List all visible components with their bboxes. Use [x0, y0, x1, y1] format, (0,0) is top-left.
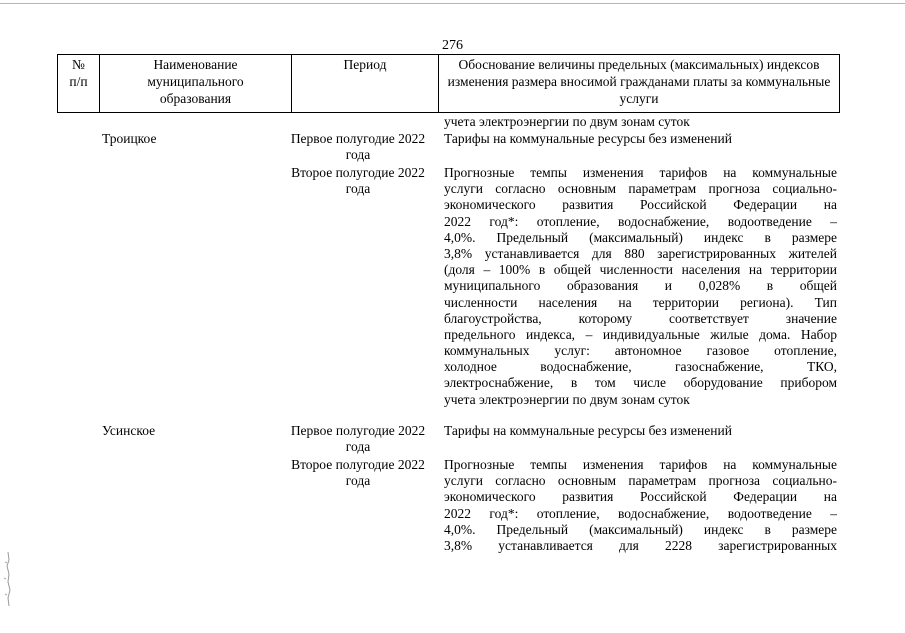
period-second-half: Второе полугодие 2022 года: [291, 457, 425, 489]
text-line: услуги согласно основным параметрам прогноза социально-: [444, 181, 837, 197]
text-line: 2022 год*: отопление, водоснабжение, водоотведение –: [444, 213, 837, 229]
text-line: благоустройства, которому соответствует значение: [444, 310, 837, 326]
municipality-name: Усинское: [102, 423, 156, 438]
text-line: 2022 год*: отопление, водоснабжение, водоотведение –: [444, 505, 837, 521]
period-first-half: Первое полугодие 2022 года: [290, 131, 426, 163]
scan-artifact-mark: [2, 548, 16, 612]
text-line: экономического развития Российской Федерации на: [444, 197, 837, 213]
text-line: коммунальных услуг: автономное газовое отопление,: [444, 343, 837, 359]
period-second-half-justification: [444, 165, 837, 408]
table-header: [57, 54, 840, 113]
header-period: [291, 55, 438, 112]
header-number-text: № п/п: [69, 57, 88, 89]
header-justification-text: Обоснование величины предельных (максимальных) индексов изменения размера вносимой гражданами платы за коммунальные услуги: [447, 57, 831, 106]
text-line: 4,0%. Предельный (максимальный) индекс в размере: [444, 521, 837, 537]
text-line: Прогнозные темпы изменения тарифов на коммунальные: [444, 457, 837, 472]
text-line: муниципального образования и 0,028% в общей: [444, 278, 837, 294]
text-line: электроснабжение, в том числе оборудование прибором: [444, 375, 837, 391]
period-first-half-justification: Тарифы на коммунальные ресурсы без изменений: [444, 423, 732, 438]
period-first-half-justification: Тарифы на коммунальные ресурсы без изменений: [444, 131, 732, 146]
header-number: [58, 55, 99, 112]
header-justification: [438, 55, 839, 112]
municipality-name: Троицкое: [102, 131, 157, 146]
text-line: услуги согласно основным параметрам прогноза социально-: [444, 473, 837, 489]
text-line: (доля – 100% в общей численности населения на территории: [444, 262, 837, 278]
header-period-text: Период: [343, 57, 387, 72]
period-first-half: Первое полугодие 2022 года: [290, 423, 426, 455]
continuation-line: учета электроэнергии по двум зонам суток: [444, 114, 690, 129]
page-number: 276: [442, 38, 463, 53]
text-line: экономического развития Российской Федерации на: [444, 489, 837, 505]
text-line: 3,8% устанавливается для 880 зарегистрированных жителей: [444, 245, 837, 261]
text-line: холодное водоснабжение, газоснабжение, ТКО,: [444, 359, 837, 375]
text-line: Прогнозные темпы изменения тарифов на коммунальные: [444, 165, 837, 180]
period-second-half-justification: [444, 457, 837, 554]
header-municipality: [99, 55, 291, 112]
header-municipality-text: Наименование муниципального образования: [147, 57, 244, 106]
text-line: предельного индекса, – индивидуальные жилые дома. Набор: [444, 326, 837, 342]
text-line: учета электроэнергии по двум зонам суток: [444, 391, 690, 407]
text-line: численности населения на территории региона). Тип: [444, 294, 837, 310]
top-edge-rule: [0, 3, 905, 4]
text-line: 3,8% устанавливается для 2228 зарегистрированных: [444, 537, 837, 553]
period-second-half: Второе полугодие 2022 года: [291, 165, 425, 197]
text-line: 4,0%. Предельный (максимальный) индекс в размере: [444, 229, 837, 245]
